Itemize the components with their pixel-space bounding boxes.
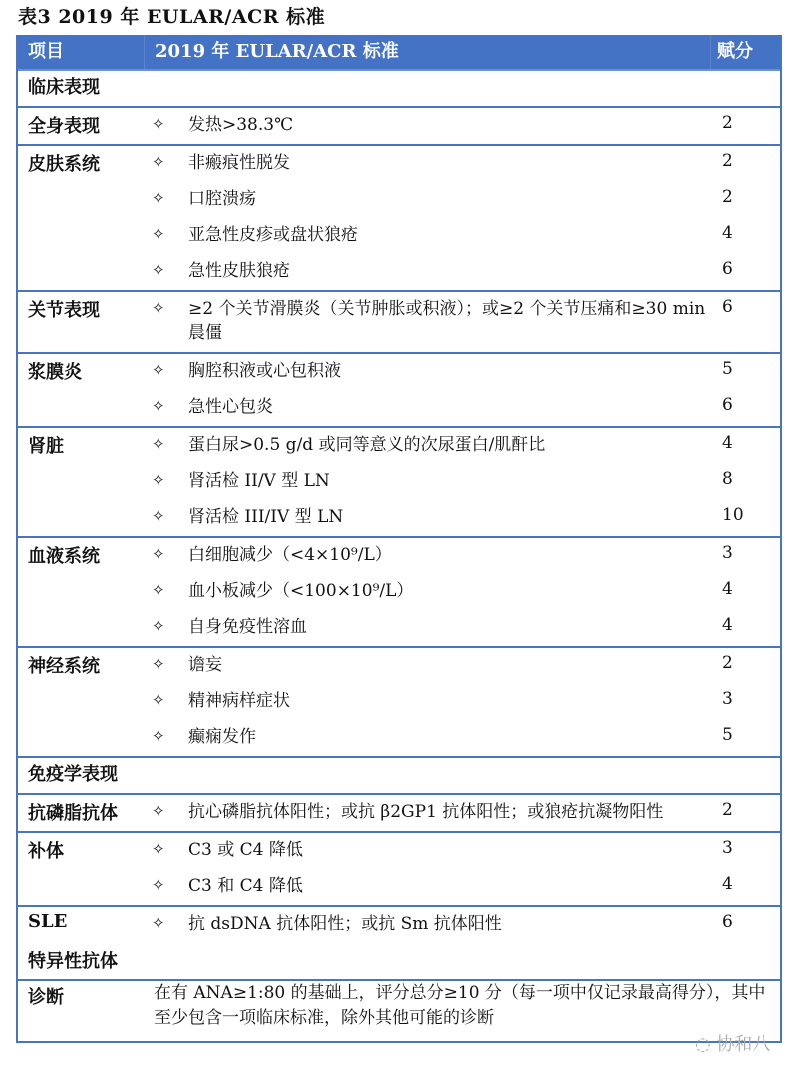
criteria-row: ✧ 自身免疫性溶血 4 [144,610,780,646]
diamond-bullet-icon: ✧ [152,189,165,207]
eular-acr-table [16,35,782,1043]
diamond-bullet-icon: ✧ [152,655,165,673]
diamond-bullet-icon: ✧ [152,397,165,415]
score: 6 [722,297,733,317]
criteria-row: ✧ 蛋白尿>0.5 g/d 或同等意义的次尿蛋白/肌酐比 4 [144,428,780,464]
diamond-bullet-icon: ✧ [152,115,165,133]
diamond-bullet-icon: ✧ [152,507,165,525]
score: 4 [722,223,733,243]
category-label: 补体 [28,841,64,862]
diamond-bullet-icon: ✧ [152,153,165,171]
score: 10 [722,505,744,525]
group-complement [18,833,780,907]
criteria-row: ✧ 急性心包炎 6 [144,390,780,426]
category-label: 浆膜炎 [28,362,82,383]
score: 6 [722,912,733,932]
group-antiphospholipid [18,795,780,833]
category-label: SLE 特异性抗体 [28,911,118,972]
score: 5 [722,359,733,379]
group-hematologic [18,538,780,648]
score: 4 [722,433,733,453]
section-immunologic: 免疫学表现 [18,758,780,795]
diamond-bullet-icon: ✧ [152,299,165,317]
diamond-bullet-icon: ✧ [152,581,165,599]
category-label: 肾脏 [28,436,64,457]
criteria-row: ✧ 谵妄 2 [144,648,780,684]
diamond-bullet-icon: ✧ [152,727,165,745]
category-label: 神经系统 [28,656,100,677]
score: 3 [722,838,733,858]
criteria-row: ✧ 白细胞减少（<4×10⁹/L） 3 [144,538,780,574]
criteria-row: ✧ 亚急性皮疹或盘状狼疮 4 [144,218,780,254]
header-score: 赋分 [717,41,753,62]
diamond-bullet-icon: ✧ [152,914,165,932]
score: 2 [722,653,733,673]
score: 2 [722,151,733,171]
diamond-bullet-icon: ✧ [152,361,165,379]
score: 8 [722,469,733,489]
criteria-row: ✧ 急性皮肤狼疮 6 [144,254,780,290]
diamond-bullet-icon: ✧ [152,225,165,243]
score: 3 [722,689,733,709]
score: 6 [722,395,733,415]
criteria-row: ✧ 肾活检 III/IV 型 LN 10 [144,500,780,536]
diamond-bullet-icon: ✧ [152,545,165,563]
category-label: 全身表现 [28,116,100,137]
score: 5 [722,725,733,745]
header-criteria: 2019 年 EULAR/ACR 标准 [145,35,711,69]
table-caption: 表3 2019 年 EULAR/ACR 标准 [18,6,326,28]
score: 3 [722,543,733,563]
criteria-row: ✧ C3 和 C4 降低 4 [144,869,780,905]
criteria-row: ✧ 血小板减少（<100×10⁹/L） 4 [144,574,780,610]
category-label: 关节表现 [28,300,100,321]
group-sle-antibodies [18,907,780,981]
criteria-row: ✧ C3 或 C4 降低 3 [144,833,780,869]
criteria-row: ✧ 发热>38.3℃ 2 [144,108,780,144]
group-serosal [18,354,780,428]
table-header [18,35,780,71]
criteria-row: ✧ 抗心磷脂抗体阳性；或抗 β2GP1 抗体阳性；或狼疮抗凝物阳性 2 [144,795,780,831]
category-label: 抗磷脂抗体 [28,803,118,824]
criteria-row: ✧ 抗 dsDNA 抗体阳性；或抗 Sm 抗体阳性 6 [144,907,780,943]
score: 2 [722,187,733,207]
category-label: 诊断 [28,987,64,1008]
wechat-icon: ◌ [695,1034,717,1055]
criteria-row: ✧ 精神病样症状 3 [144,684,780,720]
group-skin [18,146,780,292]
criteria-row: ✧ 非瘢痕性脱发 2 [144,146,780,182]
diamond-bullet-icon: ✧ [152,435,165,453]
diagnosis-row [18,981,780,1043]
diamond-bullet-icon: ✧ [152,840,165,858]
score: 6 [722,259,733,279]
diamond-bullet-icon: ✧ [152,471,165,489]
diamond-bullet-icon: ✧ [152,802,165,820]
criteria-row: ✧ 癫痫发作 5 [144,720,780,756]
category-label: 皮肤系统 [28,154,100,175]
header-item: 项目 [18,35,145,69]
criteria-row: ✧ ≥2 个关节滑膜炎（关节肿胀或积液）；或≥2 个关节压痛和≥30 min 晨僵 6 [144,292,780,352]
diagnosis-text: 在有 ANA≥1:80 的基础上，评分总分≥10 分（每一项中仅记录最高得分），其中至少包含一项临床标准，除外其他可能的诊断 [154,983,766,1028]
group-constitutional [18,108,780,146]
score: 4 [722,579,733,599]
diamond-bullet-icon: ✧ [152,617,165,635]
score: 2 [722,113,733,133]
category-label: 血液系统 [28,546,100,567]
criteria-row: ✧ 口腔溃疡 2 [144,182,780,218]
criteria-row: ✧ 肾活检 II/V 型 LN 8 [144,464,780,500]
watermark: ◌ 协和八 [695,1034,771,1055]
group-joint [18,292,780,354]
criteria-row: ✧ 胸腔积液或心包积液 5 [144,354,780,390]
diamond-bullet-icon: ✧ [152,691,165,709]
group-neuro [18,648,780,758]
score: 4 [722,874,733,894]
group-renal [18,428,780,538]
score: 2 [722,800,733,820]
score: 4 [722,615,733,635]
diamond-bullet-icon: ✧ [152,876,165,894]
section-clinical: 临床表现 [18,71,780,108]
diamond-bullet-icon: ✧ [152,261,165,279]
